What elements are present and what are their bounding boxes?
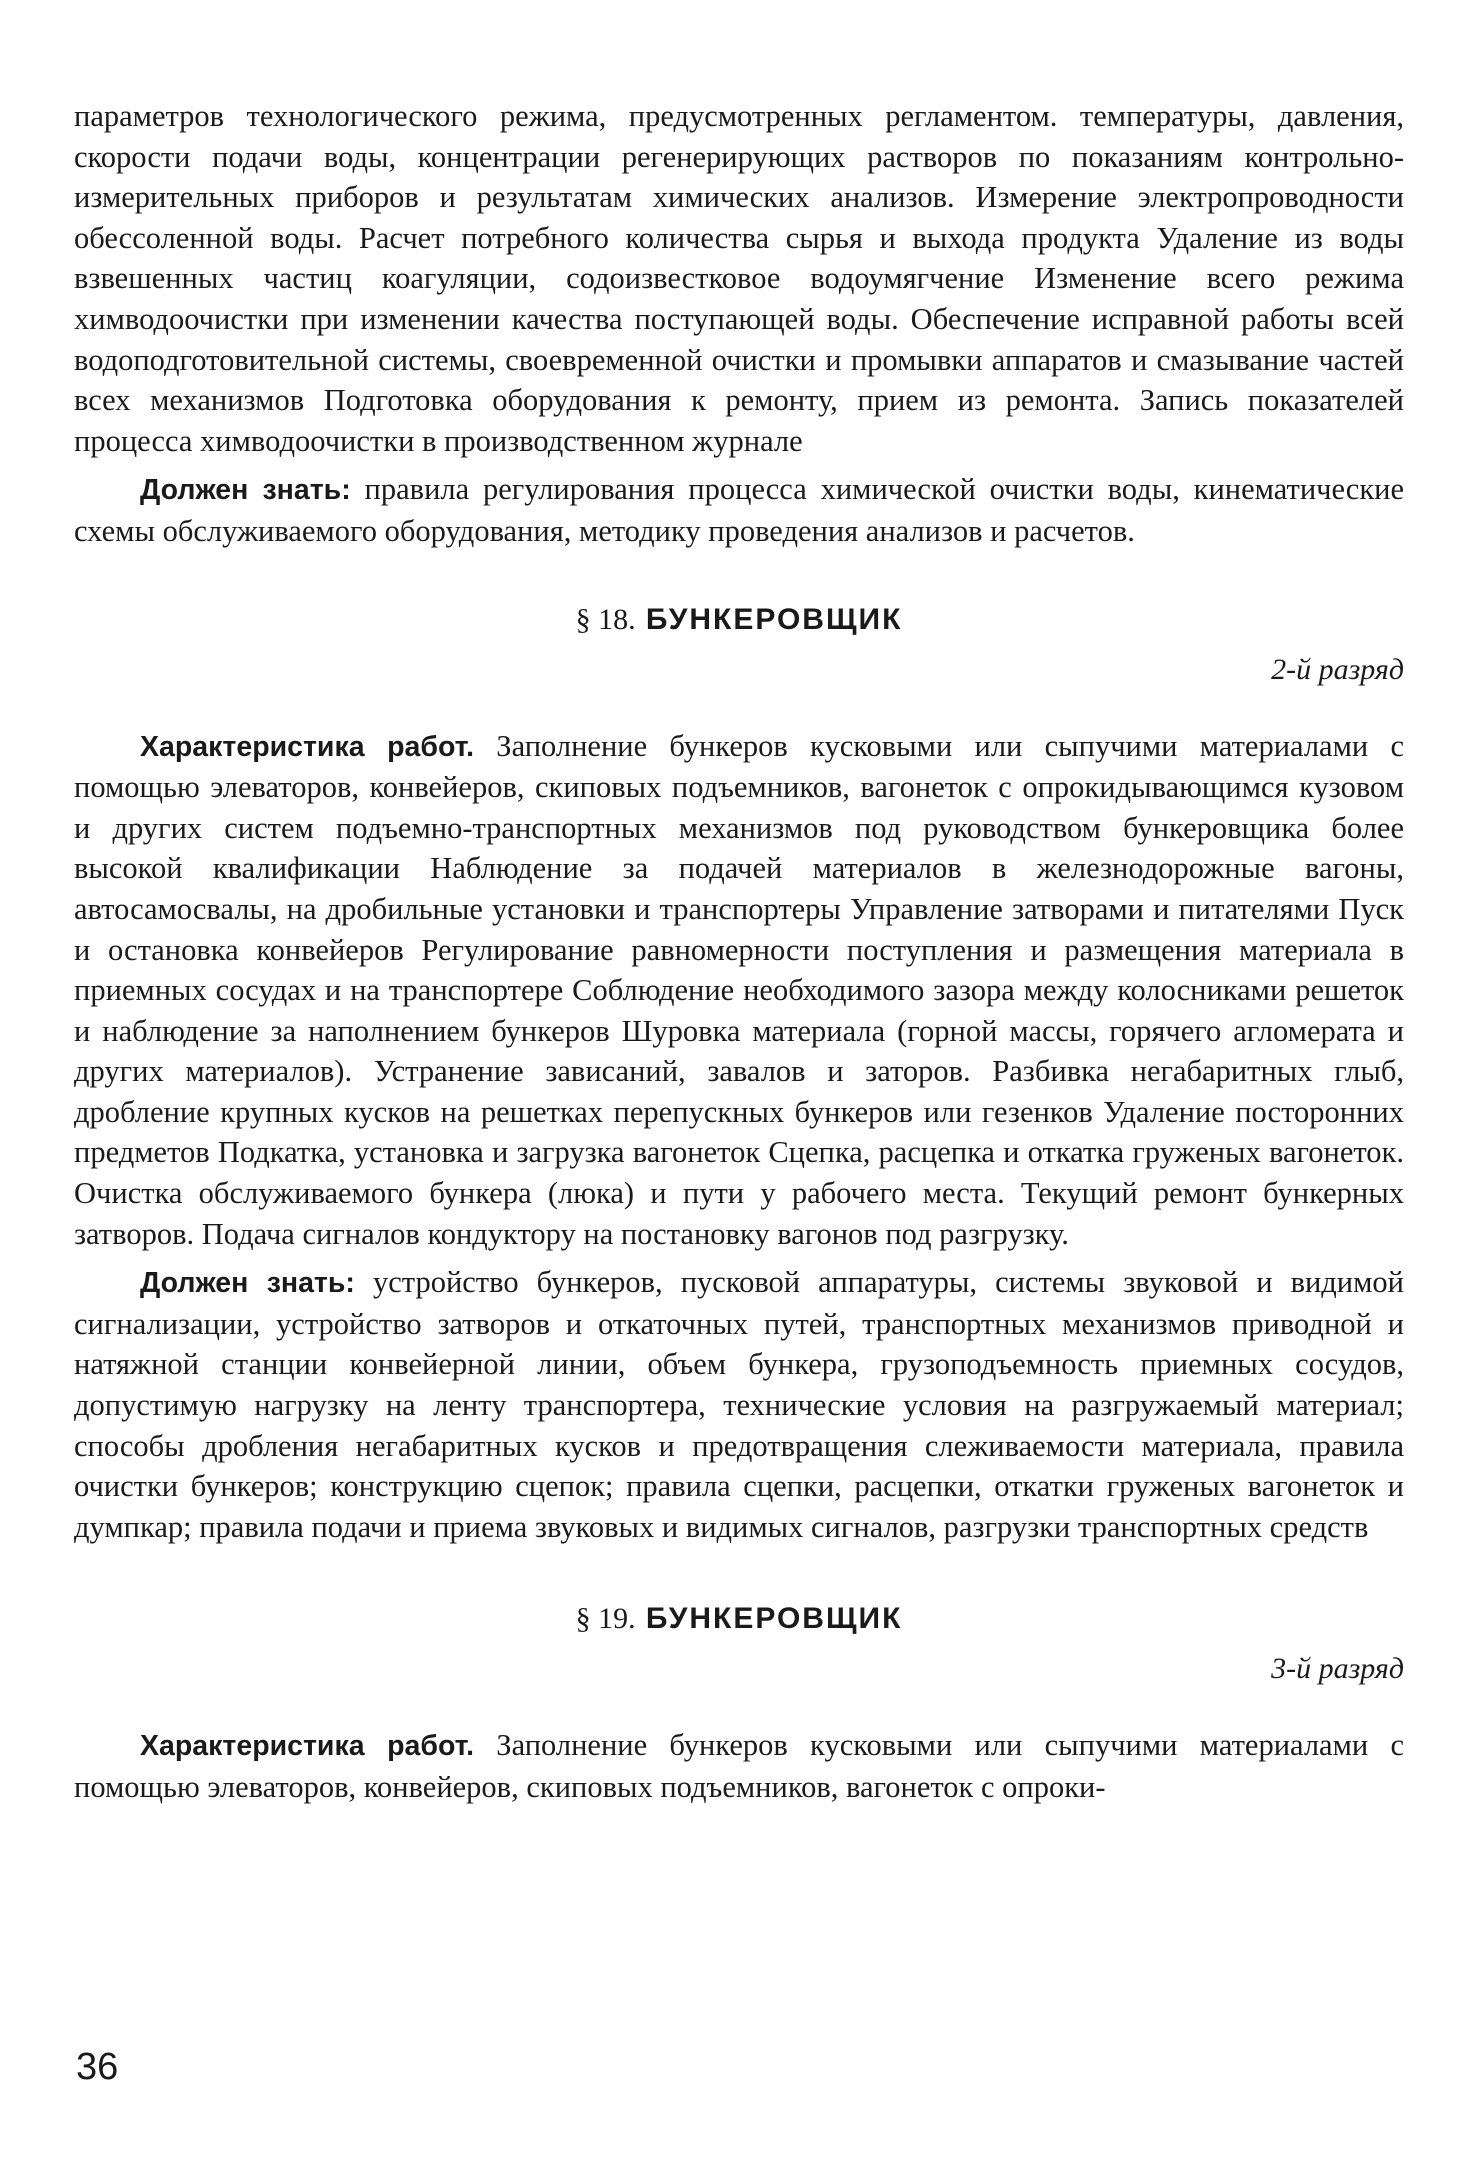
section-19-heading xyxy=(74,1599,1404,1639)
section-sign: § 19. xyxy=(575,1602,636,1636)
section-sign: § 18. xyxy=(575,602,636,636)
intro-paragraph: параметров технологического режима, предусмотренных регламентом. температуры, давления, скорости подачи воды, концентрации регенерирующих растворов по показаниям контрольно-измерительных приборов и результатам химических анализов. Измерение электропроводности обессоленной воды. Расчет потребного количества сырья и выхода продукта Удаление из воды взвешенных частиц коагуляции, содоизвестковое водоумягчение Изменение всего режима химводоочистки при изменении качества поступающей воды. Обеспечение исправной работы всей водоподготовительной системы, своевременной очистки и промывки аппаратов и смазывание частей всех механизмов Подготовка оборудования к ремонту, прием из ремонта. Запись показателей процесса химводоочистки в производственном журнале xyxy=(74,99,1404,458)
characteristic-label: Характеристика работ. xyxy=(140,730,475,763)
section-title: БУНКЕРОВЩИК xyxy=(635,602,903,636)
characteristic-text: Заполнение бункеров кусковыми или сыпучими материалами с помощью элеваторов, конвейеров, скиповых подъемников, вагонеток с опрокидывающимся кузовом и других систем подъемно-транспортных механизмов под руководством бункеровщика более высокой квалификации Наблюдение за подачей материалов в железнодорожные вагоны, автосамосвалы, на дробильные установки и транспортеры Управление затворами и питателями Пуск и остановка конвейеров Регулирование равномерности поступления и размещения материала в приемных сосудах и на транспортере Соблюдение необходимого зазора между колосниками решеток и наблюдение за наполнением бункеров Шуровка материала (горной массы, горячего агломерата и других материалов). Устранение зависаний, завалов и заторов. Разбивка негабаритных глыб, дробление крупных кусков на решетках перепускных бункеров или гезенков Удаление посторонних предметов Подкатка, установка и загрузка вагонеток Сцепка, расцепка и откатка груженых вагонеток. Очистка обслуживаемого бункера (люка) и пути у рабочего места. Текущий ремонт бункерных затворов. Подача сигналов кондуктору на постановку вагонов под разгрузку. xyxy=(74,728,1404,1251)
section-18-grade: 2-й разряд xyxy=(1271,652,1404,686)
must-know-text: правила регулирования процесса химической очистки воды, кинематические схемы обслуживаемого оборудования, методику проведения анализов и расчетов. xyxy=(74,472,1405,548)
must-know-label: Должен знать: xyxy=(140,1267,355,1300)
section-18-heading xyxy=(74,600,1404,640)
page-body xyxy=(74,96,1404,1808)
intro-must-know xyxy=(74,469,1404,551)
section-18-characteristic xyxy=(74,726,1404,1255)
characteristic-label: Характеристика работ. xyxy=(140,1730,475,1763)
section-18-must-know xyxy=(74,1262,1404,1547)
section-19-grade: 3-й разряд xyxy=(1271,1652,1404,1686)
must-know-label: Должен знать: xyxy=(140,474,351,507)
section-19-characteristic xyxy=(74,1725,1404,1807)
page-number: 36 xyxy=(76,2046,119,2088)
section-title: БУНКЕРОВЩИК xyxy=(635,1602,903,1636)
must-know-text: устройство бункеров, пусковой аппаратуры, системы звуковой и видимой сигнализации, устройство затворов и откаточных путей, транспортных механизмов приводной и натяжной станции конвейерной линии, объем бункера, грузоподъемность приемных сосудов, допустимую нагрузку на ленту транспортера, технические условия на разгружаемый материал; способы дробления негабаритных кусков и предотвращения слеживаемости материала, правила очистки бункеров; конструкцию сцепок; правила сцепки, расцепки, откатки груженых вагонеток и думпкар; правила подачи и приема звуковых и видимых сигналов, разгрузки транспортных средств xyxy=(74,1265,1405,1544)
characteristic-text: Заполнение бункеров кусковыми или сыпучими материалами с помощью элеваторов, конвейеров, скиповых подъемников, вагонеток с опроки- xyxy=(74,1728,1404,1804)
